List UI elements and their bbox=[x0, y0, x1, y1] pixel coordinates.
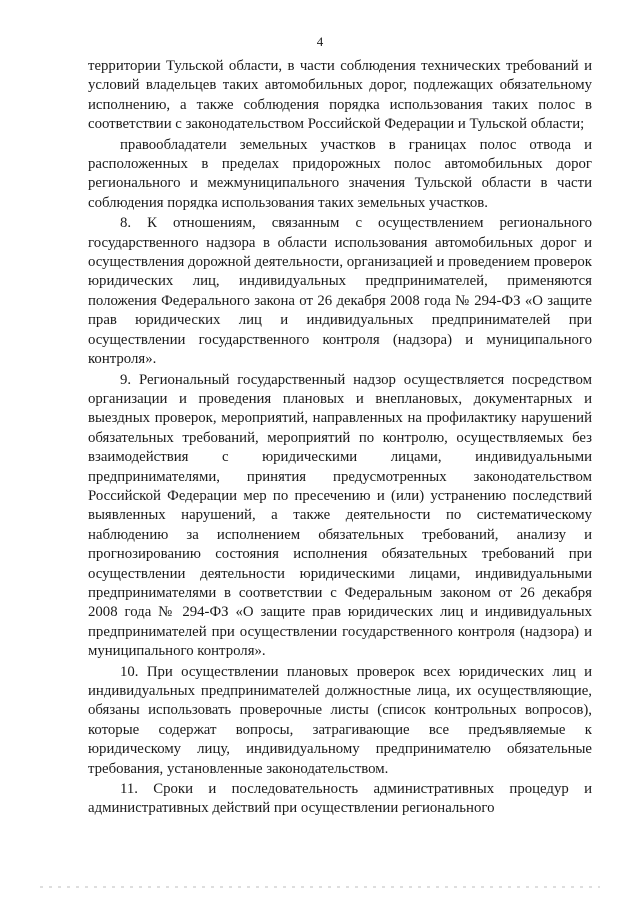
paragraph-continuation: территории Тульской области, в части соблюдения технических требований и условий владельцев таких автомобильных дорог, подлежащих обязательному исполнению, а также соблюдения порядка использования таких полос в соответствии с законодательством Российской Федерации и Тульской области; bbox=[88, 58, 592, 133]
scan-artifact-line bbox=[40, 886, 600, 888]
paragraph-item-9: 9. Региональный государственный надзор осуществляется посредством организации и проведения плановых и внеплановых, документарных и выездных проверок, мероприятий, направленных на профилактику нарушений обязательных требований, мероприятий по контролю, осуществляемых без взаимодействия с юридическими лицами, индивидуальными предпринимателями, принятия предусмотренных законодательством Российской Федерации мер по пресечению и (или) устранению последствий выявленных нарушений, а также деятельности по систематическому наблюдению за исполнением обязательных требований, анализу и прогнозированию состояния исполнения обязательных требований при осуществлении деятельности юридическими лицами, индивидуальными предпринимателями в соответствии с Федеральным законом от 26 декабря 2008 года № 294-ФЗ «О защите прав юридических лиц и индивидуальных предпринимателей при осуществлении государственного контроля (надзора) и муниципального контроля». bbox=[88, 371, 592, 660]
page-number: 4 bbox=[316, 34, 324, 49]
paragraph-item-8: 8. К отношениям, связанным с осуществлением регионального государственного надзора в области использования автомобильных дорог и осуществления дорожной деятельности, организацией и проведением проверок юридических лиц, индивидуальных предпринимателей, применяются положения Федерального закона от 26 декабря 2008 года № 294-ФЗ «О защите прав юридических лиц и индивидуальных предпринимателей при осуществлении государственного контроля (надзора) и муниципального контроля». bbox=[88, 215, 592, 368]
paragraph-item-10: 10. При осуществлении плановых проверок всех юридических лиц и индивидуальных предпринимателей должностные лица, их осуществляющие, обязаны использовать проверочные листы (список контрольных вопросов), которые содержат вопросы, затрагивающие все предъявляемые к юридическому лицу, индивидуальному предпринимателю обязательные требования, установленные законодательством. bbox=[88, 663, 592, 777]
document-body bbox=[88, 57, 592, 819]
paragraph-item-11: 11. Сроки и последовательность административных процедур и административных действий при осуществлении регионального bbox=[88, 781, 592, 817]
paragraph-landholders: правообладатели земельных участков в границах полос отвода и расположенных в пределах придорожных полос автомобильных дорог регионального и межмуниципального значения Тульской области в части соблюдения порядка использования таких земельных участков. bbox=[88, 136, 592, 211]
